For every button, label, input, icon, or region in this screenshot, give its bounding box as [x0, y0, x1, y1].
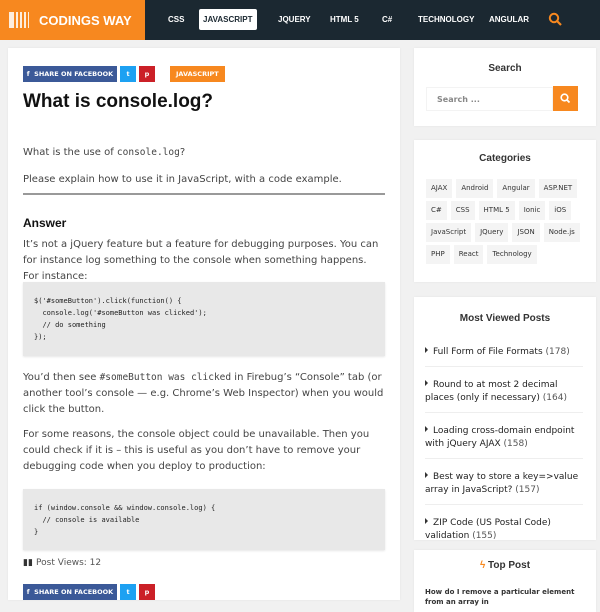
answer-paragraph-2: You’d then see #someButton was clicked in Firebug’s “Console” tab (or another tool’s console — e.g. Chrome’s Web Inspector) when you would click the button.: [23, 372, 384, 415]
question-text: What is the use of console.log?: [23, 147, 186, 158]
code-block-2: if (window.console && window.console.log) { // console is available }: [23, 489, 385, 550]
bar-chart-icon: ▮▮: [23, 558, 37, 568]
nav-jquery[interactable]: JQUERY: [278, 15, 311, 24]
list-item[interactable]: Full Form of File Formats (178): [425, 341, 583, 367]
categories-title: Categories: [479, 153, 531, 164]
caret-right-icon: [425, 518, 428, 524]
post-views: [23, 558, 101, 568]
category-tag[interactable]: CSS: [451, 201, 475, 220]
category-tag[interactable]: JQuery: [475, 223, 508, 242]
categories-widget: [414, 140, 596, 282]
category-tags: [426, 179, 586, 264]
share-facebook-button-bottom[interactable]: f SHARE ON FACEBOOK: [23, 584, 117, 600]
share-facebook-label: SHARE ON FACEBOOK: [34, 588, 114, 596]
twitter-icon[interactable]: t: [120, 584, 136, 600]
nav-html5[interactable]: HTML 5: [330, 15, 359, 24]
top-post-title: ϟ Top Post: [479, 560, 531, 571]
category-tag[interactable]: ASP.NET: [539, 179, 578, 198]
post-views-text: Post Views: 12: [36, 558, 102, 568]
caret-right-icon: [425, 347, 428, 353]
category-tag[interactable]: HTML 5: [479, 201, 515, 220]
category-tag[interactable]: Android: [456, 179, 493, 198]
category-tag[interactable]: PHP: [426, 245, 450, 264]
answer-paragraph-3: For some reasons, the console object could be unavailable. Then you could check if it is – this is useful as you don’t have to remove your debugging code when you deploy to production:: [23, 429, 370, 472]
nav-angular[interactable]: ANGULAR: [489, 15, 529, 24]
category-tag[interactable]: Ionic: [519, 201, 546, 220]
bolt-icon: ϟ: [479, 560, 486, 571]
list-item[interactable]: ZIP Code (US Postal Code) validation (155): [425, 512, 583, 551]
pinterest-icon[interactable]: p: [139, 66, 155, 82]
question-detail: Please explain how to use it in JavaScript, with a code example.: [23, 174, 342, 185]
top-post-widget: [414, 550, 596, 612]
search-widget: [414, 48, 596, 126]
answer-paragraph-1: It’s not a jQuery feature but a feature for debugging purposes. You can for instance log something to the console when something happens. For instance:: [23, 239, 379, 282]
answer-heading: Answer: [23, 216, 67, 230]
category-tag[interactable]: JSON: [512, 223, 539, 242]
nav-technology[interactable]: TECHNOLOGY: [418, 15, 475, 24]
pinterest-icon[interactable]: p: [139, 584, 155, 600]
share-bar-top: [23, 66, 155, 82]
list-item[interactable]: Best way to store a key=>value array in JavaScript? (157): [425, 466, 583, 505]
share-bar-bottom: [23, 584, 155, 600]
category-tag[interactable]: Technology: [487, 245, 536, 264]
search-icon[interactable]: [548, 12, 562, 26]
share-facebook-button[interactable]: f SHARE ON FACEBOOK: [23, 66, 117, 82]
list-item[interactable]: Loading cross-domain endpoint with jQuery AJAX (158): [425, 420, 583, 459]
category-tag[interactable]: Angular: [497, 179, 534, 198]
nav-csharp[interactable]: C#: [382, 15, 393, 24]
nav-javascript[interactable]: JAVASCRIPT: [199, 9, 257, 30]
search-widget-title: Search: [488, 63, 522, 74]
search-icon: [553, 86, 578, 111]
nav-css[interactable]: CSS: [168, 15, 185, 24]
post-title: What is console.log?: [23, 91, 214, 112]
list-item[interactable]: Round to at most 2 decimal places (only if necessary) (164): [425, 374, 583, 413]
most-viewed-title: Most Viewed Posts: [459, 313, 551, 324]
most-viewed-list: [425, 341, 583, 558]
twitter-icon[interactable]: t: [120, 66, 136, 82]
caret-right-icon: [425, 380, 428, 386]
logo-icon: [9, 12, 29, 28]
sidebar-search-button[interactable]: [553, 86, 578, 111]
caret-right-icon: [425, 472, 428, 478]
site-header: [0, 0, 600, 40]
category-badge[interactable]: JAVASCRIPT: [170, 66, 225, 82]
category-tag[interactable]: React: [454, 245, 484, 264]
category-tag[interactable]: Node.js: [544, 223, 580, 242]
category-tag[interactable]: C#: [426, 201, 447, 220]
share-facebook-label: SHARE ON FACEBOOK: [34, 70, 114, 78]
site-logo[interactable]: [0, 0, 145, 40]
top-post-link[interactable]: How do I remove a particular element from an array in: [425, 588, 575, 606]
code-block-1: $('#someButton').click(function() { console.log('#someButton was clicked'); // do something });: [23, 282, 385, 356]
category-tag[interactable]: JavaScript: [426, 223, 471, 242]
divider: [23, 193, 385, 195]
logo-text: CODINGS WAY: [39, 12, 132, 28]
category-tag[interactable]: AJAX: [426, 179, 452, 198]
sidebar-search-input[interactable]: Search ...: [426, 87, 553, 111]
most-viewed-widget: [414, 297, 596, 540]
caret-right-icon: [425, 426, 428, 432]
category-tag[interactable]: iOS: [549, 201, 571, 220]
